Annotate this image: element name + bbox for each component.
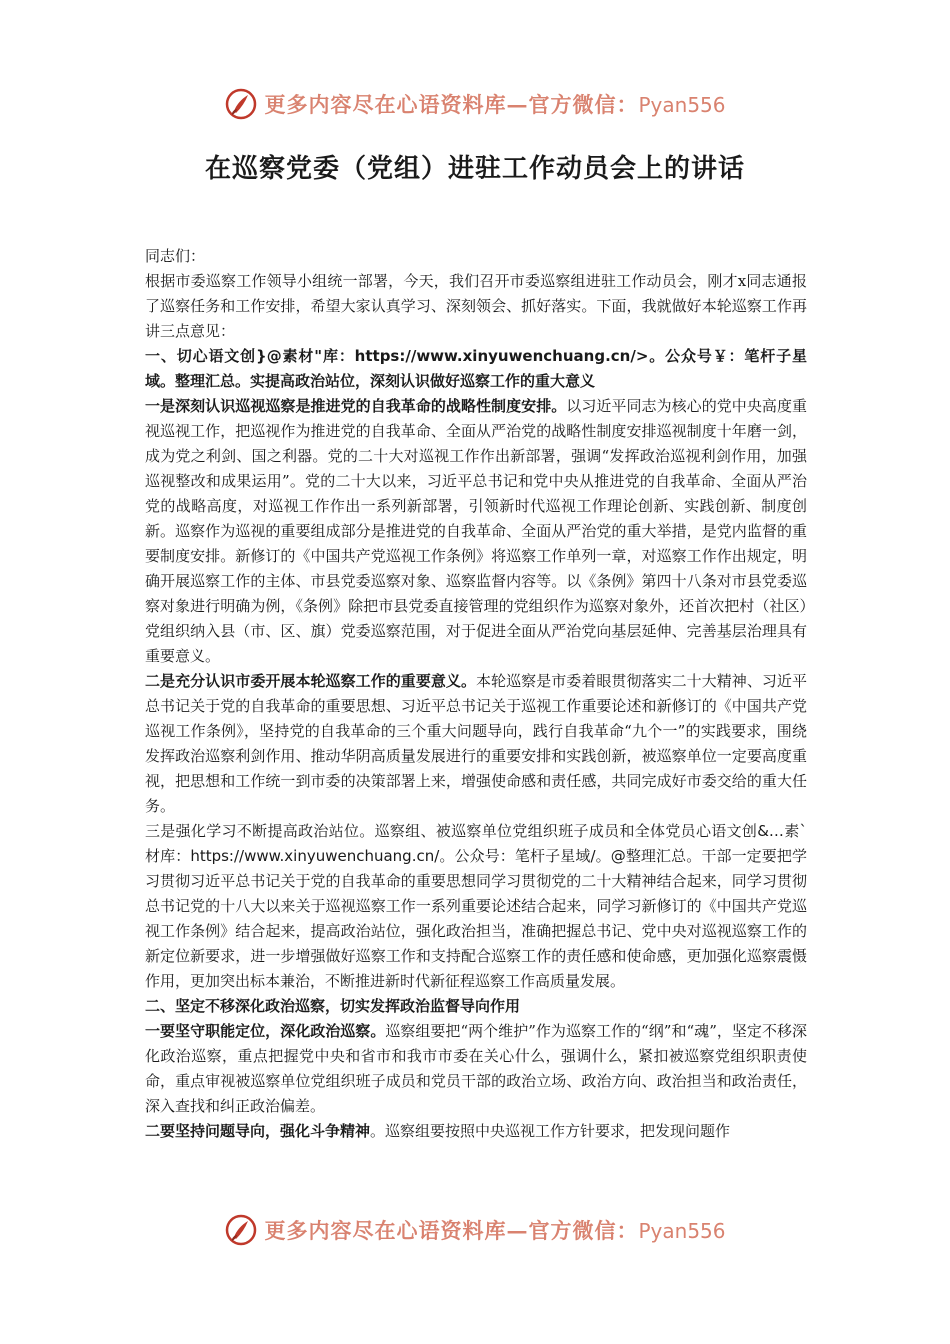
header-banner-wechat: Pyan556: [638, 93, 726, 117]
brush-logo-icon: [224, 87, 258, 121]
point-lead: 二是充分认识市委开展本轮巡察工作的重要意义。: [145, 672, 477, 690]
section-1-heading: 一、切心语文创}@素材"库：https://www.xinyuwenchuang.cn/>。公众号￥：笔杆子星域。整理汇总。实提高政治站位，深刻认识做好巡察工作的重大意义: [145, 347, 807, 390]
point-body: 以习近平同志为核心的党中央高度重视巡视工作，把巡视作为推进党的自我革命、全面从严治党的战略性制度安排巡视制度十年磨一剑，成为党之利剑、国之利器。党的二十大对巡视工作作出新部署，强调“发挥政治巡视利剑作用，加强巡视整改和成果运用”。党的二十大以来，习近平总书记和党中央从推进党的自我革命、全面从严治党的战略高度，对巡视工作作出一系列新部署，引领新时代巡视工作理论创新、实践创新、制度创新。巡察作为巡视的重要组成部分是推进党的自我革命、全面从严治党的重大举措，是党内监督的重要制度安排。新修订的《中国共产党巡视工作条例》将巡察工作单列一章，对巡察工作作出规定，明确开展巡察工作的主体、市县党委巡察对象、巡察监督内容等。以《条例》第四十八条对市县党委巡察对象进行明确为例，《条例》除把市县党委直接管理的党组织作为巡察对象外，还首次把村（社区）党组织纳入县（市、区、旗）党委巡察范围，对于促进全面从严治党向基层延伸、完善基层治理具有重要意义。: [145, 397, 807, 665]
greeting: 同志们：: [145, 247, 206, 265]
footer-banner-wechat: Pyan556: [638, 1219, 726, 1243]
point-lead: 一要坚守职能定位，深化政治巡察。: [145, 1022, 386, 1040]
section-2-heading: 二、坚定不移深化政治巡察，切实发挥政治监督导向作用: [145, 997, 521, 1015]
document-body: [145, 244, 807, 1144]
point-lead: 二要坚持问题导向，强化斗争精神: [145, 1122, 371, 1140]
footer-banner: [0, 1210, 950, 1250]
section-2-point-1: [145, 1019, 807, 1119]
section-2-point-2: [145, 1119, 807, 1144]
point-body: 。巡察组要按照中央巡视工作方针要求，把发现问题作: [370, 1122, 731, 1140]
section-1-point-1: [145, 394, 807, 669]
intro-paragraph: 根据市委巡察工作领导小组统一部署，今天，我们召开市委巡察组进驻工作动员会，刚才x同志通报了巡察任务和工作安排，希望大家认真学习、深刻领会、抓好落实。下面，我就做好本轮巡察工作再讲三点意见：: [145, 272, 807, 340]
footer-banner-text: 更多内容尽在心语资料库—官方微信：Pyan556: [264, 1218, 726, 1243]
point-body: 本轮巡察是市委着眼贯彻落实二十大精神、习近平总书记关于党的自我革命的重要思想、习近平总书记关于巡视工作重要论述和新修订的《中国共产党巡视工作条例》，坚持党的自我革命的三个重大问题导向，践行自我革命“九个一”的实践要求，围绕发挥政治巡察利剑作用、推动华阴高质量发展进行的重要安排和实践创新，被巡察单位一定要高度重视，把思想和工作统一到市委的决策部署上来，增强使命感和责任感，共同完成好市委交给的重大任务。: [145, 672, 807, 815]
section-1-point-2: [145, 669, 807, 819]
header-banner-text: 更多内容尽在心语资料库—官方微信：Pyan556: [264, 92, 726, 117]
header-banner: [0, 84, 950, 124]
point-lead: 一是深刻认识巡视巡察是推进党的自我革命的战略性制度安排。: [145, 397, 567, 415]
section-1-point-3: 三是强化学习不断提高政治站位。巡察组、被巡察单位党组织班子成员和全体党员心语文创&…素`材库：https://www.xinyuwenchuang.cn/。公众号：笔杆子星域/。@整理汇总。干部一定要把学习贯彻习近平总书记关于党的自我革命的重要思想同学习贯彻党的二十大精神结合起来，同学习贯彻总书记党的十八大以来关于巡视巡察工作一系列重要论述结合起来，同学习新修订的《中国共产党巡视工作条例》结合起来，提高政治站位，强化政治担当，准确把握总书记、党中央对巡视巡察工作的新定位新要求，进一步增强做好巡察工作和支持配合巡察工作的责任感和使命感，更加强化巡察震慑作用，更加突出标本兼治，不断推进新时代新征程巡察工作高质量发展。: [145, 822, 807, 990]
brush-logo-icon: [224, 1213, 258, 1247]
point-body: 巡察组要把“两个维护”作为巡察工作的“纲”和“魂”，坚定不移深化政治巡察，重点把握党中央和省市和我市市委在关心什么，强调什么，紧扣被巡察党组织职责使命，重点审视被巡察单位党组织班子成员和党员干部的政治立场、政治方向、政治担当和政治责任，深入查找和纠正政治偏差。: [145, 1022, 807, 1115]
document-title: 在巡察党委（党组）进驻工作动员会上的讲话: [204, 154, 745, 184]
